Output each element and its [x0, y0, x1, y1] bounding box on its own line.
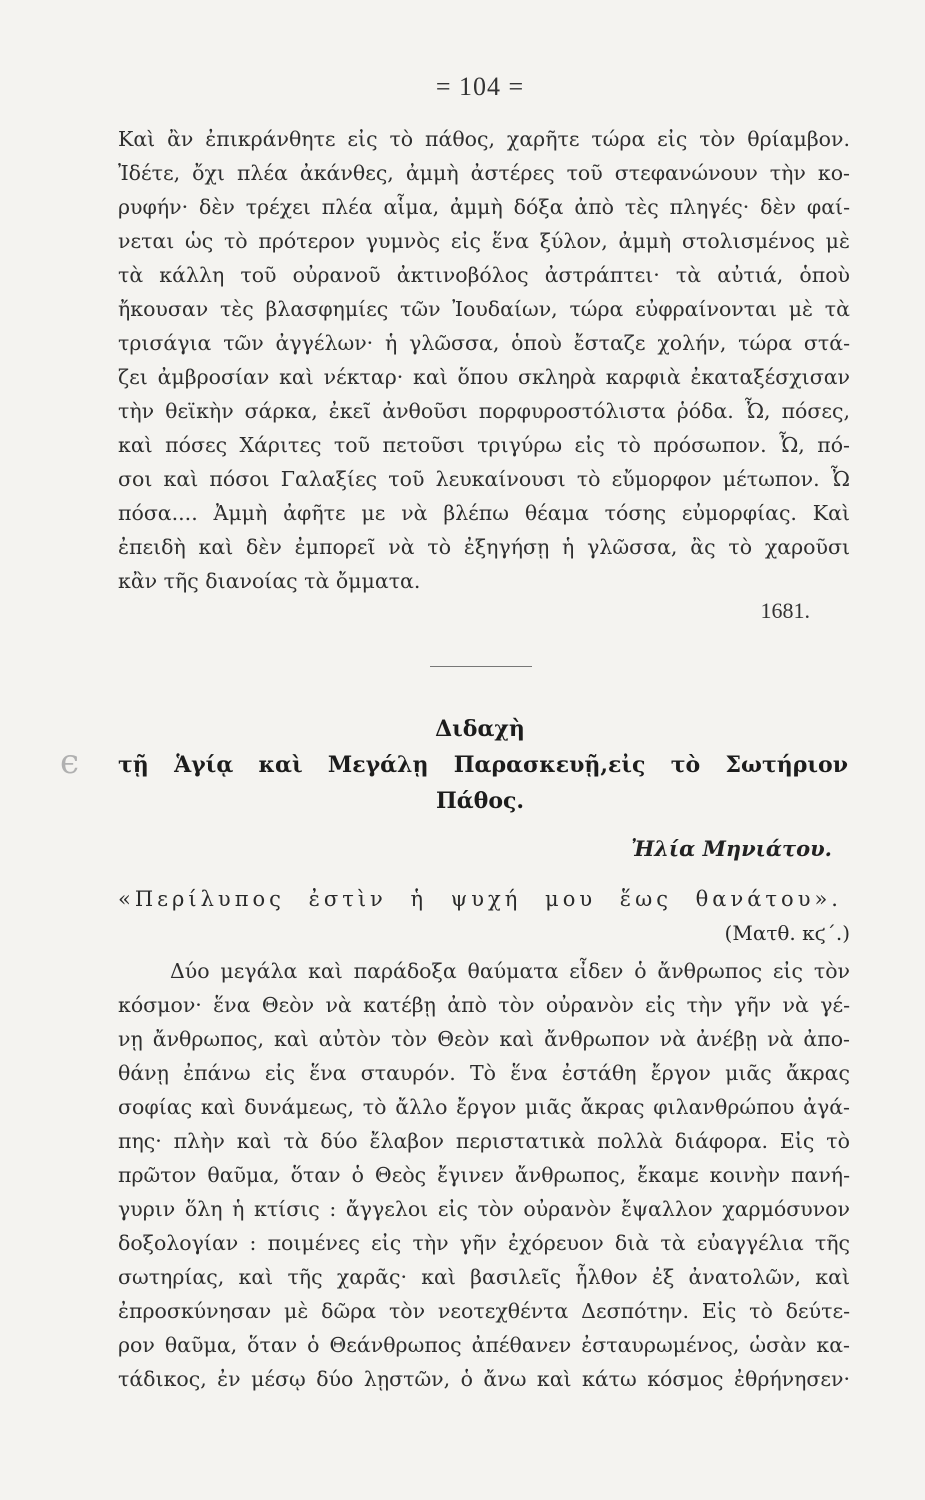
- text-line: ἤκουσαν τὲς βλασφημίες τῶν Ἰουδαίων, τώρα εὐφραίνονται μὲ τὰ: [118, 297, 850, 321]
- text-line: σωτηρίας, καὶ τῆς χαρᾶς· καὶ βασιλεῖς ἦλθον ἐξ ἀνατολῶν, καὶ: [118, 1265, 850, 1289]
- text-line: ἐπειδὴ καὶ δὲν ἐμπορεῖ νὰ τὸ ἐξηγήσῃ ἡ γλῶσσα, ἂς τὸ χαροῦσι: [118, 535, 850, 559]
- text-line: δοξολογίαν : ποιμένες εἰς τὴν γῆν ἐχόρευον διὰ τὰ εὐαγγέλια τῆς: [118, 1231, 850, 1255]
- text-line: νεται ὡς τὸ πρότερον γυμνὸς εἰς ἕνα ξύλον, ἀμμὴ στολισμένος μὲ: [118, 229, 850, 253]
- text-line: νῃ ἄνθρωπος, καὶ αὐτὸν τὸν Θεὸν καὶ ἄνθρωπον νὰ ἀνέβῃ νὰ ἀπο-: [118, 1027, 850, 1051]
- text-line: πρῶτον θαῦμα, ὅταν ὁ Θεὸς ἔγινεν ἄνθρωπος, ἔκαμε κοινὴν πανή-: [118, 1163, 850, 1187]
- epigraph-quote: «Περίλυπος ἐστὶν ἡ ψυχή μου ἕως θανάτου».: [118, 887, 842, 911]
- text-line: σοι καὶ πόσοι Γαλαξίες τοῦ λευκαίνουσι τὸ εὔμορφον μέτωπον. Ὦ: [118, 467, 850, 491]
- sermon-title-line-3: Πάθος.: [435, 788, 525, 814]
- margin-mark: ϵ: [60, 742, 80, 782]
- text-line: πης· πλὴν καὶ τὰ δύο ἔλαβον περιστατικὰ πολλὰ διάφορα. Εἰς τὸ: [118, 1129, 850, 1153]
- sermon-title-line-2: τῇ Ἁγίᾳ καὶ Μεγάλῃ Παρασκευῇ,εἰς τὸ Σωτήριον: [118, 752, 848, 778]
- epigraph-reference: (Ματθ. κϛ΄.): [724, 921, 850, 945]
- text-line: Καὶ ἂν ἐπικράνθητε εἰς τὸ πάθος, χαρῆτε τώρα εἰς τὸν θρίαμβον.: [118, 127, 850, 151]
- text-line: ρον θαῦμα, ὅταν ὁ Θεάνθρωπος ἀπέθανεν ἐσταυρωμένος, ὡσὰν κα-: [118, 1333, 850, 1357]
- sermon-title-line-1: Διδαχὴ: [435, 716, 525, 742]
- text-line: τὴν θεϊκὴν σάρκα, ἐκεῖ ἀνθοῦσι πορφυροστόλιστα ῥόδα. Ὦ, πόσες,: [118, 399, 850, 423]
- text-line: σοφίας καὶ δυνάμεως, τὸ ἄλλο ἔργον μιᾶς ἄκρας φιλανθρώπου ἀγά-: [118, 1095, 850, 1119]
- text-line: ζει ἀμβροσίαν καὶ νέκταρ· καὶ ὅπου σκληρὰ καρφιὰ ἐκαταξέσχισαν: [118, 365, 850, 389]
- text-line: γυριν ὅλη ἡ κτίσις : ἄγγελοι εἰς τὸν οὐρανὸν ἔψαλλον χαρμόσυνον: [118, 1197, 850, 1221]
- text-line: ρυφήν· δὲν τρέχει πλέα αἷμα, ἀμμὴ δόξα ἀπὸ τὲς πληγές· δὲν φαί-: [118, 195, 850, 219]
- text-line: ἐπροσκύνησαν μὲ δῶρα τὸν νεοτεχθέντα Δεσπότην. Εἰς τὸ δεύτε-: [118, 1299, 850, 1323]
- text-line: τὰ κάλλη τοῦ οὐρανοῦ ἀκτινοβόλος ἀστράπτει· τὰ αὐτιά, ὁποὺ: [118, 263, 850, 287]
- text-line: Δύο μεγάλα καὶ παράδοξα θαύματα εἶδεν ὁ ἄνθρωπος εἰς τὸν: [170, 959, 850, 983]
- page-number: = 104 =: [435, 72, 525, 101]
- text-line: Ἰδέτε, ὄχι πλέα ἀκάνθες, ἀμμὴ ἀστέρες τοῦ στεφανώνουν τὴν κο-: [118, 161, 850, 185]
- author-name: Ἠλία Μηνιάτου.: [631, 836, 832, 861]
- text-line: τρισάγια τῶν ἀγγέλων· ἡ γλῶσσα, ὁποὺ ἔσταζε χολήν, τώρα στά-: [118, 331, 850, 355]
- text-line: θάνῃ ἐπάνω εἰς ἕνα σταυρόν. Τὸ ἕνα ἐστάθη ἔργον μιᾶς ἄκρας: [118, 1061, 850, 1085]
- section-divider: [430, 666, 532, 667]
- text-line: τάδικος, ἐν μέσῳ δύο λῃστῶν, ὁ ἄνω καὶ κάτω κόσμος ἐθρήνησεν·: [118, 1367, 850, 1391]
- text-line: κἂν τῆς διανοίας τὰ ὄμματα.: [118, 569, 421, 593]
- text-line: πόσα.... Ἀμμὴ ἀφῆτε με νὰ βλέπω θέαμα τόσης εὐμορφίας. Καὶ: [118, 501, 850, 525]
- year-mark: 1681.: [760, 598, 810, 623]
- text-line: καὶ πόσες Χάριτες τοῦ πετοῦσι τριγύρω εἰς τὸ πρόσωπον. Ὦ, πό-: [118, 433, 850, 457]
- text-line: κόσμον· ἕνα Θεὸν νὰ κατέβῃ ἀπὸ τὸν οὐρανὸν εἰς τὴν γῆν νὰ γέ-: [118, 993, 850, 1017]
